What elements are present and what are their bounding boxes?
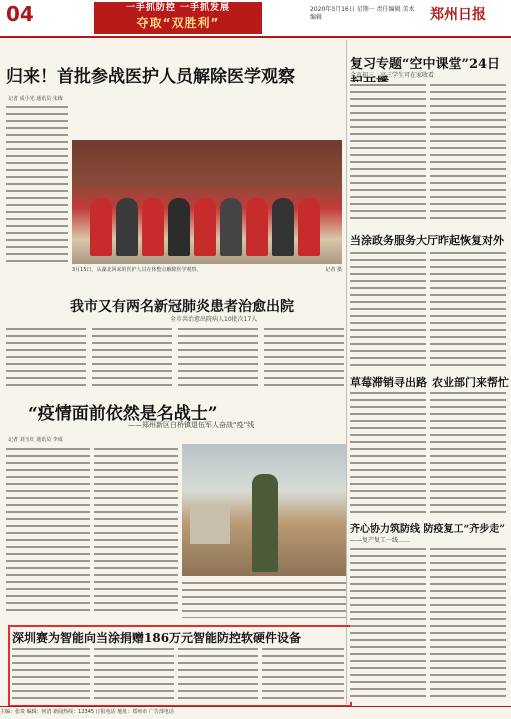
right3-body-col1	[350, 390, 426, 514]
volunteer-headline: “疫情面前依然是名战士”	[28, 404, 218, 424]
figure	[220, 198, 242, 256]
figure	[272, 198, 294, 256]
figure	[90, 198, 112, 256]
donation-body-col1	[12, 646, 90, 702]
main-headline: 归来！首批参战医护人员解除医学观察	[6, 67, 295, 87]
volunteer-subtitle: ——郑州新区白桥镇退伍军人奋战“疫”线	[128, 421, 255, 429]
newspaper-logo: 郑州日报	[430, 7, 486, 23]
right1-body-col1	[350, 82, 426, 224]
sign	[190, 504, 230, 544]
right3a-headline: 草莓滞销寻出路	[350, 376, 427, 389]
page-number: 04	[6, 2, 34, 26]
right2-body-col1	[350, 250, 426, 366]
right4-body-col1	[350, 546, 426, 702]
right4-subtitle: ——复产复工一线……	[350, 537, 411, 544]
right1-headline: 复习专题“空中课堂”24日	[350, 57, 501, 72]
medical-staff-photo	[72, 140, 342, 264]
column-divider	[346, 40, 347, 704]
banner-line1: 一手抓防控 一手抓发展	[125, 3, 231, 13]
figure	[116, 198, 138, 256]
cured-body-col3	[178, 326, 258, 390]
right3-body-col2	[430, 390, 506, 514]
header-rule	[0, 36, 511, 38]
cured-body-col4	[264, 326, 344, 390]
caption-credit: 记者 摄	[325, 267, 342, 273]
figure	[246, 198, 268, 256]
main-body-col1	[6, 104, 68, 262]
donation-headline: 深圳赛为智能向当涂捐赠186万元智能防控软硬件设备	[12, 631, 302, 645]
figure	[298, 198, 320, 256]
soldier-photo	[182, 444, 346, 576]
main-byline: 记者 成小光 通讯员 朱梅	[8, 96, 63, 102]
volunteer-byline: 记者 刘玉红 通讯员 李成	[8, 437, 63, 443]
volunteer-body-col1	[6, 446, 90, 616]
figure	[252, 474, 278, 572]
cured-body-col2	[92, 326, 172, 390]
donation-body-col3	[178, 646, 258, 702]
cured-headline: 我市又有两名新冠肺炎患者治愈出院	[70, 299, 294, 315]
header-meta: 2020年3月16日 星期一 责任编辑 美术编辑	[310, 6, 415, 21]
section-banner	[94, 2, 262, 34]
right2-body-col2	[430, 250, 506, 366]
banner-line2: 夺取“双胜利”	[136, 16, 220, 30]
right1-subtitle: 全市初三、高三学生可在家收看	[350, 72, 435, 79]
figure	[168, 198, 190, 256]
caption-text: 3月15日，从湖北回来的医护人员在休整点解除医学观察。	[72, 267, 202, 273]
right3b-headline: 农业部门来帮忙	[432, 376, 509, 389]
page-footer: 主编：张贵 编辑：何清 新闻热线：12345 订报电话 地址：郑州市 广告部电话	[0, 706, 511, 719]
right4-body-col2	[430, 546, 506, 702]
donation-body-col4	[262, 646, 344, 702]
cured-body-col1	[6, 326, 86, 390]
volunteer-body-col3	[182, 580, 346, 618]
right1-body-col2	[430, 82, 506, 224]
volunteer-body-col2	[94, 446, 178, 616]
right4-headline: 齐心协力筑防线 防疫复工“齐步走”	[350, 524, 505, 535]
figure	[194, 198, 216, 256]
photo-caption	[72, 266, 342, 273]
donation-body-col2	[94, 646, 174, 702]
figure	[142, 198, 164, 256]
cured-subtitle: 全市共治愈出院病人10批次17人	[170, 316, 258, 323]
right2-headline: 当涂政务服务大厅昨起恢复对外	[350, 234, 504, 247]
